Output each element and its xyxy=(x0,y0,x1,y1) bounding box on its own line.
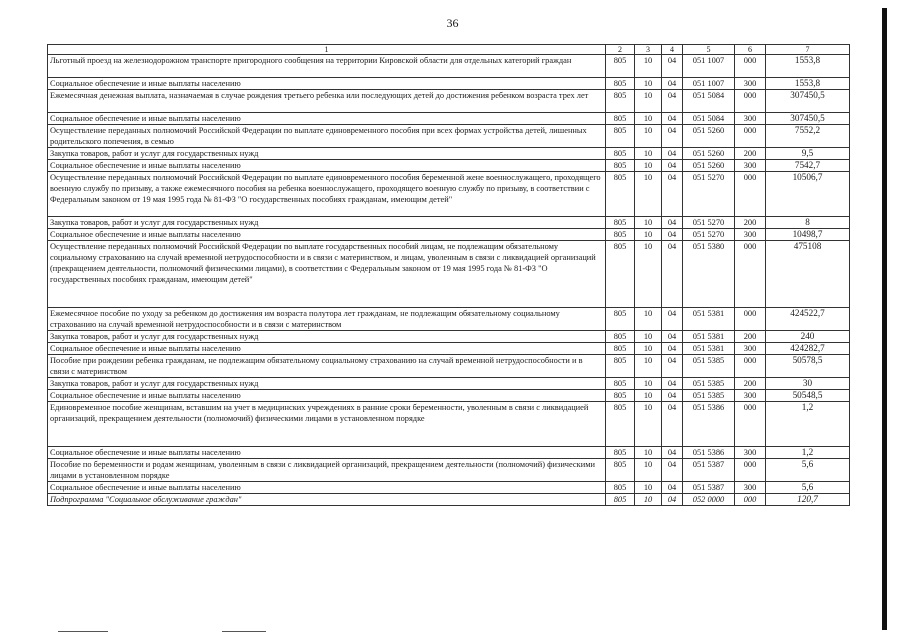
column-header: 5 xyxy=(683,45,735,55)
subsection-code-cell: 04 xyxy=(662,78,683,90)
target-article-cell: 051 5084 xyxy=(683,90,735,113)
table-row xyxy=(48,331,850,343)
expense-type-cell: 300 xyxy=(735,482,766,494)
target-article-cell: 051 5270 xyxy=(683,229,735,241)
expense-type-cell: 200 xyxy=(735,148,766,160)
ministry-code-cell: 805 xyxy=(606,78,635,90)
section-code-cell: 10 xyxy=(635,343,662,355)
row-name-cell: Осуществление переданных полномочий Российской Федерации по выплате государственных пособий лицам, не подлежащим обязательному социальному страхованию на случай временной нетрудоспособности и в связи с материнством, и лицам, уволенным в связи с ликвидацией организаций (прекращением деятельности, полномочий физическими лицами), в соответствии с Федеральным законом от 19 мая 1995 года № 81-ФЗ "О государственных пособиях гражданам, имеющим детей" xyxy=(48,241,606,308)
subsection-code-cell: 04 xyxy=(662,125,683,148)
section-code-cell: 10 xyxy=(635,459,662,482)
column-header: 4 xyxy=(662,45,683,55)
table-row xyxy=(48,172,850,217)
table-row xyxy=(48,241,850,308)
ministry-code-cell: 805 xyxy=(606,90,635,113)
table-row xyxy=(48,78,850,90)
ministry-code-cell: 805 xyxy=(606,447,635,459)
row-name-cell: Социальное обеспечение и иные выплаты населению xyxy=(48,160,606,172)
column-header: 1 xyxy=(48,45,606,55)
amount-cell: 1,2 xyxy=(766,402,850,447)
section-code-cell: 10 xyxy=(635,125,662,148)
subsection-code-cell: 04 xyxy=(662,90,683,113)
amount-cell: 1,2 xyxy=(766,447,850,459)
expense-type-cell: 200 xyxy=(735,331,766,343)
ministry-code-cell: 805 xyxy=(606,172,635,217)
ministry-code-cell: 805 xyxy=(606,125,635,148)
expense-type-cell: 000 xyxy=(735,355,766,378)
amount-cell: 50548,5 xyxy=(766,390,850,402)
ministry-code-cell: 805 xyxy=(606,494,635,506)
row-name-cell: Осуществление переданных полномочий Российской Федерации по выплате единовременного пособия при всех формах устройства детей, лишенных родительского попечения, в семью xyxy=(48,125,606,148)
expense-type-cell: 200 xyxy=(735,378,766,390)
target-article-cell: 052 0000 xyxy=(683,494,735,506)
expense-type-cell: 000 xyxy=(735,459,766,482)
row-name-cell: Социальное обеспечение и иные выплаты населению xyxy=(48,390,606,402)
row-name-cell: Льготный проезд на железнодорожном транспорте пригородного сообщения на территории Кировской области для отдельных категорий граждан xyxy=(48,55,606,78)
expense-type-cell: 000 xyxy=(735,125,766,148)
ministry-code-cell: 805 xyxy=(606,308,635,331)
table-row xyxy=(48,308,850,331)
target-article-cell: 051 5387 xyxy=(683,459,735,482)
budget-table xyxy=(47,44,850,506)
ministry-code-cell: 805 xyxy=(606,482,635,494)
subsection-code-cell: 04 xyxy=(662,343,683,355)
target-article-cell: 051 5380 xyxy=(683,241,735,308)
section-code-cell: 10 xyxy=(635,78,662,90)
amount-cell: 8 xyxy=(766,217,850,229)
section-code-cell: 10 xyxy=(635,482,662,494)
subsection-code-cell: 04 xyxy=(662,55,683,78)
expense-type-cell: 300 xyxy=(735,390,766,402)
section-code-cell: 10 xyxy=(635,148,662,160)
target-article-cell: 051 5270 xyxy=(683,217,735,229)
column-header: 7 xyxy=(766,45,850,55)
expense-type-cell: 300 xyxy=(735,229,766,241)
target-article-cell: 051 5270 xyxy=(683,172,735,217)
amount-cell: 1553,8 xyxy=(766,78,850,90)
row-name-cell: Ежемесячная денежная выплата, назначаемая в случае рождения третьего ребенка или последующих детей до достижения ребенком возраста трех лет xyxy=(48,90,606,113)
ministry-code-cell: 805 xyxy=(606,113,635,125)
section-code-cell: 10 xyxy=(635,378,662,390)
expense-type-cell: 300 xyxy=(735,78,766,90)
column-header: 3 xyxy=(635,45,662,55)
section-code-cell: 10 xyxy=(635,355,662,378)
amount-cell: 9,5 xyxy=(766,148,850,160)
ministry-code-cell: 805 xyxy=(606,355,635,378)
section-code-cell: 10 xyxy=(635,390,662,402)
row-name-cell: Социальное обеспечение и иные выплаты населению xyxy=(48,229,606,241)
amount-cell: 424522,7 xyxy=(766,308,850,331)
amount-cell: 307450,5 xyxy=(766,90,850,113)
ministry-code-cell: 805 xyxy=(606,229,635,241)
target-article-cell: 051 5084 xyxy=(683,113,735,125)
target-article-cell: 051 5385 xyxy=(683,390,735,402)
section-code-cell: 10 xyxy=(635,494,662,506)
amount-cell: 7542,7 xyxy=(766,160,850,172)
footer-rule xyxy=(58,631,108,632)
target-article-cell: 051 5381 xyxy=(683,308,735,331)
amount-cell: 307450,5 xyxy=(766,113,850,125)
target-article-cell: 051 5260 xyxy=(683,125,735,148)
target-article-cell: 051 5385 xyxy=(683,355,735,378)
target-article-cell: 051 5387 xyxy=(683,482,735,494)
ministry-code-cell: 805 xyxy=(606,343,635,355)
amount-cell: 475108 xyxy=(766,241,850,308)
table-row xyxy=(48,148,850,160)
row-name-cell: Закупка товаров, работ и услуг для государственных нужд xyxy=(48,148,606,160)
table-row xyxy=(48,343,850,355)
row-name-cell: Социальное обеспечение и иные выплаты населению xyxy=(48,113,606,125)
ministry-code-cell: 805 xyxy=(606,160,635,172)
row-name-cell: Закупка товаров, работ и услуг для государственных нужд xyxy=(48,331,606,343)
row-name-cell: Единовременное пособие женщинам, вставшим на учет в медицинских учреждениях в ранние сроки беременности, уволенным в связи с ликвидацией организаций, прекращением деятельности (полномочий) физическими лицами в установленном порядке xyxy=(48,402,606,447)
expense-type-cell: 300 xyxy=(735,113,766,125)
table-row xyxy=(48,402,850,447)
table-row xyxy=(48,390,850,402)
table-row xyxy=(48,355,850,378)
amount-cell: 1553,8 xyxy=(766,55,850,78)
row-name-cell: Ежемесячное пособие по уходу за ребенком до достижения им возраста полутора лет гражданам, не подлежащим обязательному социальному страхованию на случай временной нетрудоспособности и в связи с материнством xyxy=(48,308,606,331)
scan-edge-bar xyxy=(882,8,887,630)
subsection-code-cell: 04 xyxy=(662,148,683,160)
section-code-cell: 10 xyxy=(635,160,662,172)
row-name-cell: Социальное обеспечение и иные выплаты населению xyxy=(48,447,606,459)
ministry-code-cell: 805 xyxy=(606,459,635,482)
table-row xyxy=(48,229,850,241)
table-row xyxy=(48,482,850,494)
target-article-cell: 051 5381 xyxy=(683,331,735,343)
row-name-cell: Подпрограмма "Социальное обслуживание граждан" xyxy=(48,494,606,506)
subsection-code-cell: 04 xyxy=(662,241,683,308)
row-name-cell: Закупка товаров, работ и услуг для государственных нужд xyxy=(48,378,606,390)
expense-type-cell: 000 xyxy=(735,308,766,331)
table-row xyxy=(48,459,850,482)
row-name-cell: Осуществление переданных полномочий Российской Федерации по выплате единовременного пособия беременной жене военнослужащего, проходящего военную службу по призыву, а также ежемесячного пособия на ребенка военнослужащего, проходящего военную службу по призыву, в соответствии с Федеральным законом от 19 мая 1995 года № 81-ФЗ "О государственных пособиях гражданам, имеющим детей" xyxy=(48,172,606,217)
row-name-cell: Социальное обеспечение и иные выплаты населению xyxy=(48,78,606,90)
page-number: 36 xyxy=(446,16,459,30)
subsection-code-cell: 04 xyxy=(662,390,683,402)
row-name-cell: Пособие по беременности и родам женщинам, уволенным в связи с ликвидацией организаций, прекращением деятельности (полномочий) физическими лицами в установленном порядке xyxy=(48,459,606,482)
expense-type-cell: 300 xyxy=(735,160,766,172)
row-name-cell: Социальное обеспечение и иные выплаты населению xyxy=(48,482,606,494)
ministry-code-cell: 805 xyxy=(606,331,635,343)
target-article-cell: 051 1007 xyxy=(683,78,735,90)
ministry-code-cell: 805 xyxy=(606,148,635,160)
ministry-code-cell: 805 xyxy=(606,217,635,229)
amount-cell: 30 xyxy=(766,378,850,390)
subsection-code-cell: 04 xyxy=(662,459,683,482)
expense-type-cell: 000 xyxy=(735,402,766,447)
amount-cell: 10498,7 xyxy=(766,229,850,241)
row-name-cell: Социальное обеспечение и иные выплаты населению xyxy=(48,343,606,355)
target-article-cell: 051 1007 xyxy=(683,55,735,78)
table-row xyxy=(48,217,850,229)
amount-cell: 5,6 xyxy=(766,482,850,494)
table-header-row xyxy=(48,45,850,55)
ministry-code-cell: 805 xyxy=(606,402,635,447)
subsection-code-cell: 04 xyxy=(662,229,683,241)
amount-cell: 5,6 xyxy=(766,459,850,482)
subsection-code-cell: 04 xyxy=(662,308,683,331)
section-code-cell: 10 xyxy=(635,172,662,217)
subsection-code-cell: 04 xyxy=(662,331,683,343)
section-code-cell: 10 xyxy=(635,229,662,241)
expense-type-cell: 300 xyxy=(735,447,766,459)
subsection-code-cell: 04 xyxy=(662,447,683,459)
table-row xyxy=(48,378,850,390)
table-row xyxy=(48,90,850,113)
subsection-code-cell: 04 xyxy=(662,172,683,217)
expense-type-cell: 000 xyxy=(735,55,766,78)
subsection-code-cell: 04 xyxy=(662,378,683,390)
section-code-cell: 10 xyxy=(635,241,662,308)
amount-cell: 7552,2 xyxy=(766,125,850,148)
expense-type-cell: 000 xyxy=(735,241,766,308)
expense-type-cell: 000 xyxy=(735,172,766,217)
section-code-cell: 10 xyxy=(635,217,662,229)
amount-cell: 50578,5 xyxy=(766,355,850,378)
ministry-code-cell: 805 xyxy=(606,390,635,402)
subsection-code-cell: 04 xyxy=(662,494,683,506)
subsection-code-cell: 04 xyxy=(662,402,683,447)
subsection-code-cell: 04 xyxy=(662,160,683,172)
section-code-cell: 10 xyxy=(635,55,662,78)
target-article-cell: 051 5260 xyxy=(683,148,735,160)
ministry-code-cell: 805 xyxy=(606,241,635,308)
footer-rule xyxy=(222,631,266,632)
expense-type-cell: 000 xyxy=(735,90,766,113)
section-code-cell: 10 xyxy=(635,113,662,125)
row-name-cell: Пособие при рождении ребенка гражданам, не подлежащим обязательному социальному страхованию на случай временной нетрудоспособности и в связи с материнством xyxy=(48,355,606,378)
table-row xyxy=(48,55,850,78)
target-article-cell: 051 5381 xyxy=(683,343,735,355)
table-row xyxy=(48,494,850,506)
column-header: 6 xyxy=(735,45,766,55)
target-article-cell: 051 5386 xyxy=(683,402,735,447)
subsection-code-cell: 04 xyxy=(662,217,683,229)
subsection-code-cell: 04 xyxy=(662,113,683,125)
expense-type-cell: 000 xyxy=(735,494,766,506)
section-code-cell: 10 xyxy=(635,402,662,447)
amount-cell: 120,7 xyxy=(766,494,850,506)
table-row xyxy=(48,113,850,125)
subsection-code-cell: 04 xyxy=(662,482,683,494)
section-code-cell: 10 xyxy=(635,331,662,343)
target-article-cell: 051 5385 xyxy=(683,378,735,390)
target-article-cell: 051 5260 xyxy=(683,160,735,172)
section-code-cell: 10 xyxy=(635,447,662,459)
expense-type-cell: 300 xyxy=(735,343,766,355)
table-row xyxy=(48,125,850,148)
expense-type-cell: 200 xyxy=(735,217,766,229)
ministry-code-cell: 805 xyxy=(606,55,635,78)
row-name-cell: Закупка товаров, работ и услуг для государственных нужд xyxy=(48,217,606,229)
amount-cell: 240 xyxy=(766,331,850,343)
target-article-cell: 051 5386 xyxy=(683,447,735,459)
subsection-code-cell: 04 xyxy=(662,355,683,378)
table-row xyxy=(48,447,850,459)
amount-cell: 10506,7 xyxy=(766,172,850,217)
amount-cell: 424282,7 xyxy=(766,343,850,355)
table-row xyxy=(48,160,850,172)
column-header: 2 xyxy=(606,45,635,55)
ministry-code-cell: 805 xyxy=(606,378,635,390)
section-code-cell: 10 xyxy=(635,90,662,113)
section-code-cell: 10 xyxy=(635,308,662,331)
